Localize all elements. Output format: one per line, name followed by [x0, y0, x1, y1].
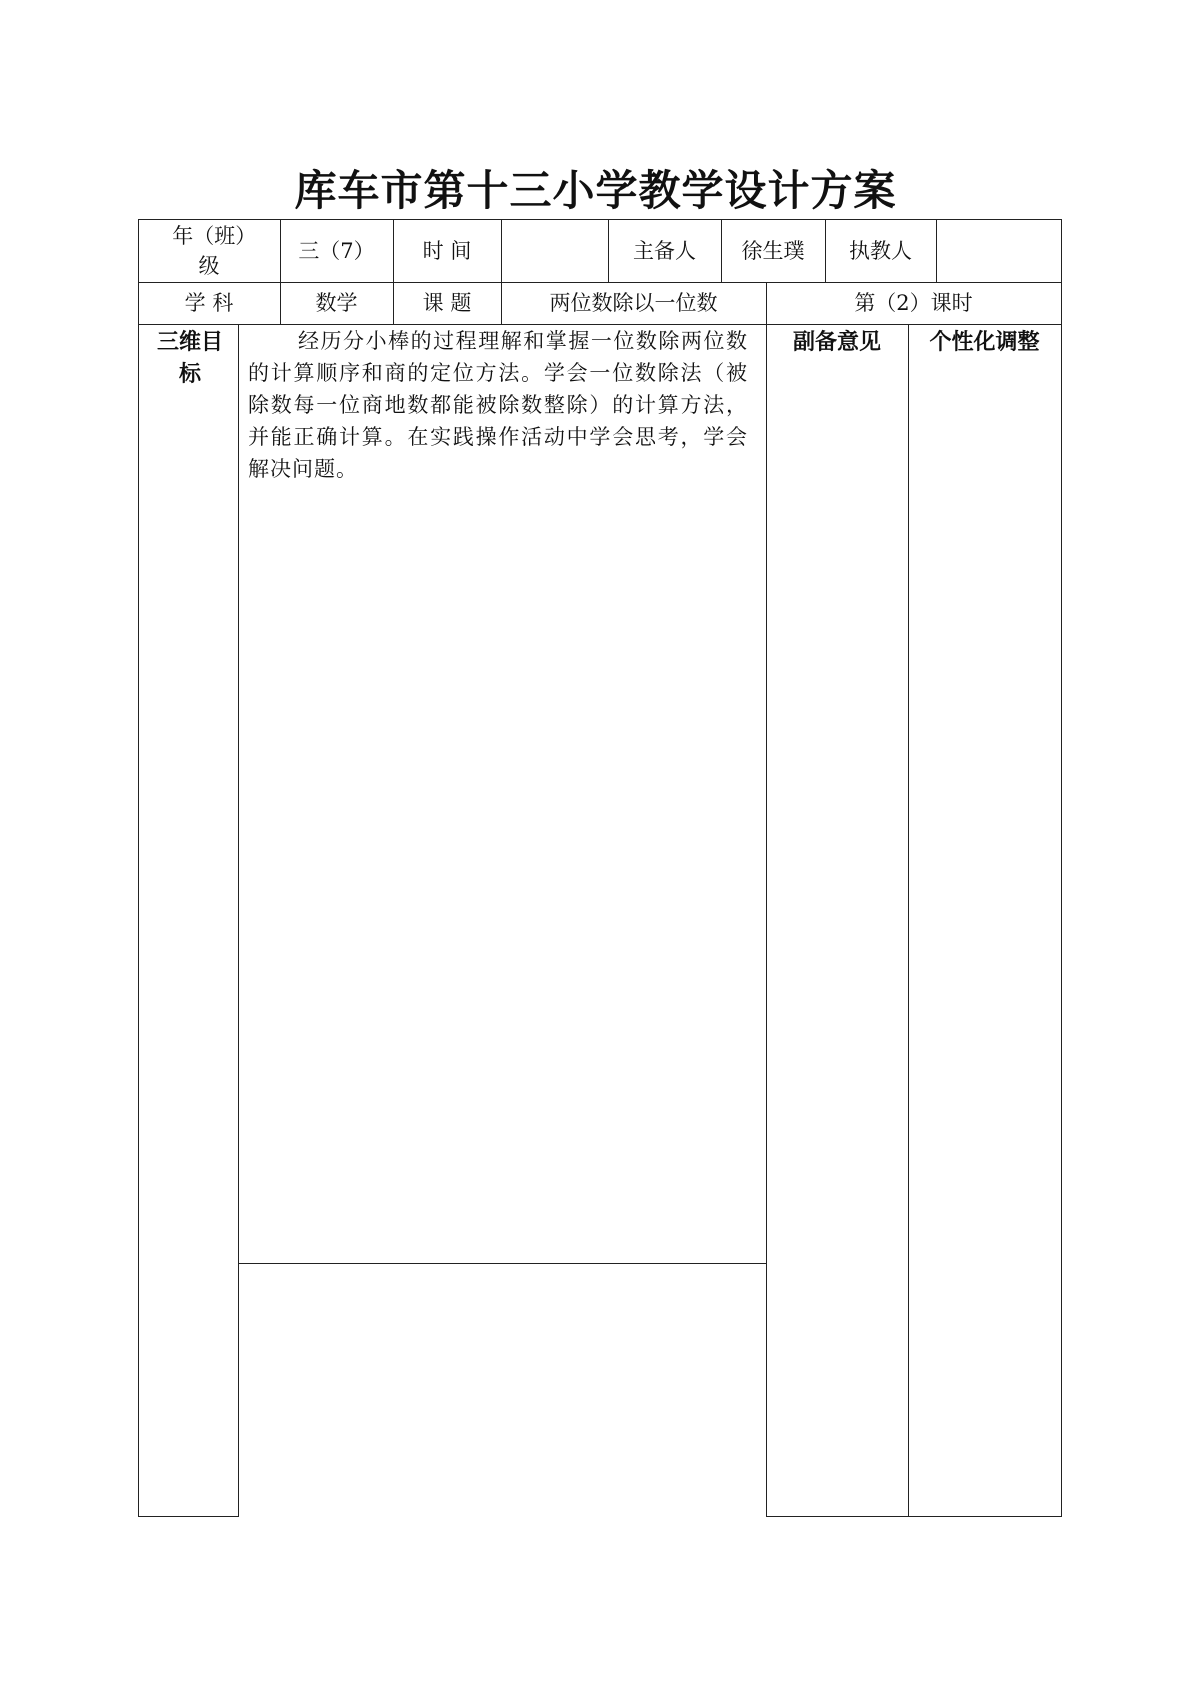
- time-label: 时 间: [422, 238, 472, 263]
- period-label: 第（2）课时: [854, 291, 973, 315]
- table-border-left: [138, 219, 139, 1517]
- teacher-label: 执教人: [849, 238, 912, 263]
- grade-label: 年（班）级: [172, 223, 246, 278]
- col-divider: [908, 324, 909, 1517]
- main-preparer-label: 主备人: [633, 238, 696, 263]
- goals-label: 三维目标: [156, 330, 223, 387]
- col-divider: [238, 324, 239, 1517]
- subject-value: 数学: [315, 291, 358, 315]
- table-border-bottom-right: [766, 1516, 1062, 1517]
- table-border-right: [1061, 219, 1062, 1517]
- goals-text: 经历分小棒的过程理解和掌握一位数除两位数的计算顺序和商的定位方法。学会一位数除法（被除数每一位商地数都能被除数整除）的计算方法，并能正确计算。在实践操作活动中学会思考，学会解决问题。: [248, 329, 748, 481]
- table-border-bottom-left: [138, 1516, 238, 1517]
- grade-value: 三（7）: [298, 238, 375, 263]
- personalized-adjust-label: 个性化调整: [929, 330, 1040, 355]
- main-preparer-value: 徐生璞: [741, 238, 805, 263]
- topic-label: 课 题: [422, 291, 472, 315]
- document-title: 库车市第十三小学教学设计方案: [294, 166, 897, 215]
- secondary-opinion-label: 副备意见: [792, 330, 881, 355]
- lesson-plan-table: [138, 219, 1062, 1517]
- subject-label: 学 科: [184, 291, 234, 315]
- topic-value: 两位数除以一位数: [549, 291, 718, 315]
- col-divider: [766, 282, 767, 1517]
- goals-bottom-line: [238, 1263, 766, 1264]
